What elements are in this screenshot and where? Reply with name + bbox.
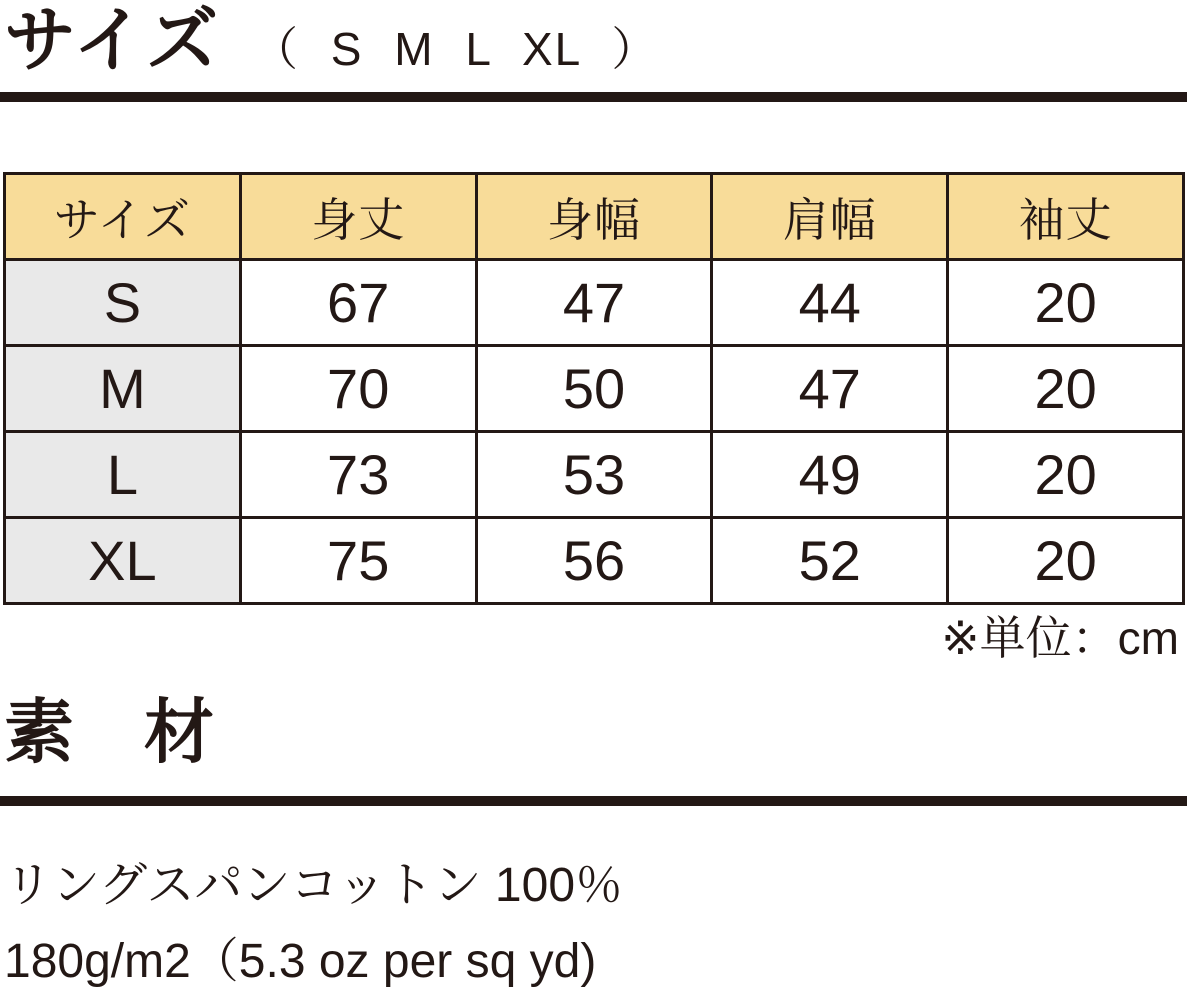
value-cell: 67 <box>240 260 476 346</box>
value-cell: 56 <box>476 518 712 604</box>
col-header-sleeve-length: 袖丈 <box>948 174 1184 260</box>
table-row-m <box>5 346 1184 432</box>
value-cell: 47 <box>476 260 712 346</box>
material-weight-text: 180g/m2（5.3 oz per sq yd) <box>4 935 597 988</box>
value-cell: 20 <box>948 346 1184 432</box>
col-header-body-length: 身丈 <box>240 174 476 260</box>
size-range-label: （ S M L XL ） <box>252 23 660 75</box>
value-cell: 50 <box>476 346 712 432</box>
size-cell: S <box>5 260 241 346</box>
table-row-s <box>5 260 1184 346</box>
col-header-body-width: 身幅 <box>476 174 712 260</box>
value-cell: 52 <box>712 518 948 604</box>
material-section-divider <box>0 796 1187 806</box>
size-cell: XL <box>5 518 241 604</box>
size-section-divider <box>0 92 1187 102</box>
value-cell: 20 <box>948 432 1184 518</box>
value-cell: 20 <box>948 518 1184 604</box>
value-cell: 53 <box>476 432 712 518</box>
value-cell: 49 <box>712 432 948 518</box>
material-composition-text: リングスパンコットン 100％ <box>4 859 624 912</box>
value-cell: 70 <box>240 346 476 432</box>
size-table-header <box>5 174 1184 260</box>
table-row-xl <box>5 518 1184 604</box>
size-cell: M <box>5 346 241 432</box>
unit-note: ※単位：cm <box>941 612 1179 664</box>
col-header-size: サイズ <box>5 174 241 260</box>
table-row-l <box>5 432 1184 518</box>
value-cell: 44 <box>712 260 948 346</box>
header-row <box>5 174 1184 260</box>
value-cell: 20 <box>948 260 1184 346</box>
value-cell: 73 <box>240 432 476 518</box>
size-cell: L <box>5 432 241 518</box>
value-cell: 47 <box>712 346 948 432</box>
size-table <box>3 172 1185 605</box>
size-table-body <box>5 260 1184 604</box>
value-cell: 75 <box>240 518 476 604</box>
col-header-shoulder-width: 肩幅 <box>712 174 948 260</box>
size-section-title: サイズ <box>4 1 221 81</box>
material-section-title: 素 材 <box>4 693 214 771</box>
